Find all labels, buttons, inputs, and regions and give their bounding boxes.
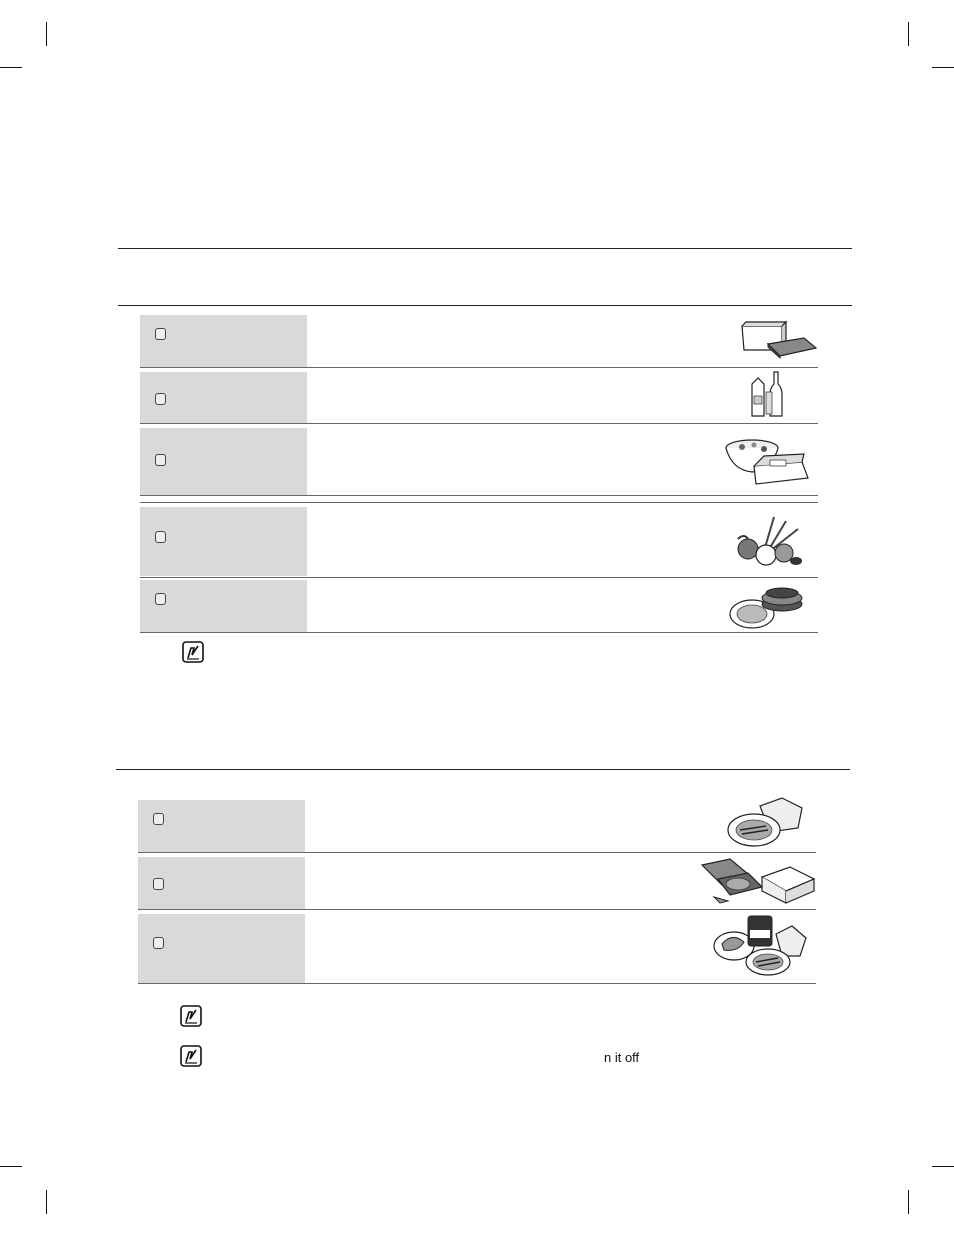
row-separator [138, 983, 816, 984]
chicken-jar-and-plates-icon [712, 912, 808, 978]
row-separator [140, 577, 818, 578]
section2-top-rule [116, 769, 850, 770]
checkbox[interactable] [155, 393, 166, 405]
pizza-and-boxes-icon [700, 857, 816, 905]
table-row-label-cell [138, 800, 305, 852]
table-row-label-cell [140, 580, 307, 632]
crop-mark-top-left-vertical [46, 22, 47, 46]
row-separator [140, 367, 818, 368]
section1-top-rule [118, 248, 852, 249]
salad-bowl-and-container-icon [724, 438, 810, 488]
crop-mark-bottom-right-vertical [908, 1190, 909, 1214]
crop-mark-top-right-vertical [908, 22, 909, 46]
row-separator [140, 632, 818, 633]
note-text: n it off [604, 1050, 640, 1065]
crop-mark-bottom-right-horizontal [932, 1166, 954, 1167]
table-row-label-cell [140, 315, 307, 367]
section1-header-rule [118, 305, 852, 306]
checkbox[interactable] [153, 878, 164, 890]
crop-mark-top-right-horizontal [932, 67, 954, 68]
table-row-label-cell [138, 914, 305, 983]
vegetables-icon [734, 515, 804, 569]
crop-mark-top-left-horizontal [0, 67, 22, 68]
table-row-label-cell [138, 857, 305, 909]
checkbox[interactable] [153, 937, 164, 949]
frozen-food-packages-icon [738, 320, 818, 360]
table-row-label-cell [140, 428, 307, 495]
checkbox[interactable] [155, 328, 166, 340]
table-row-label-cell [140, 507, 307, 576]
row-separator [138, 909, 816, 910]
meat-and-plates-icon [728, 584, 804, 630]
crop-mark-bottom-left-vertical [46, 1190, 47, 1214]
row-separator [140, 423, 818, 424]
checkbox[interactable] [155, 454, 166, 466]
fish-plate-and-bag-icon [726, 796, 806, 848]
checkbox[interactable] [155, 531, 166, 543]
row-separator [140, 495, 818, 496]
table-row-label-cell [140, 372, 307, 423]
note-pencil-icon [180, 1005, 202, 1027]
crop-mark-bottom-left-horizontal [0, 1166, 22, 1167]
row-separator [138, 852, 816, 853]
row-separator [140, 502, 818, 503]
note-pencil-icon [182, 641, 204, 663]
note-pencil-icon [180, 1045, 202, 1067]
milk-and-wine-bottles-icon [748, 370, 786, 420]
checkbox[interactable] [155, 593, 166, 605]
checkbox[interactable] [153, 813, 164, 825]
